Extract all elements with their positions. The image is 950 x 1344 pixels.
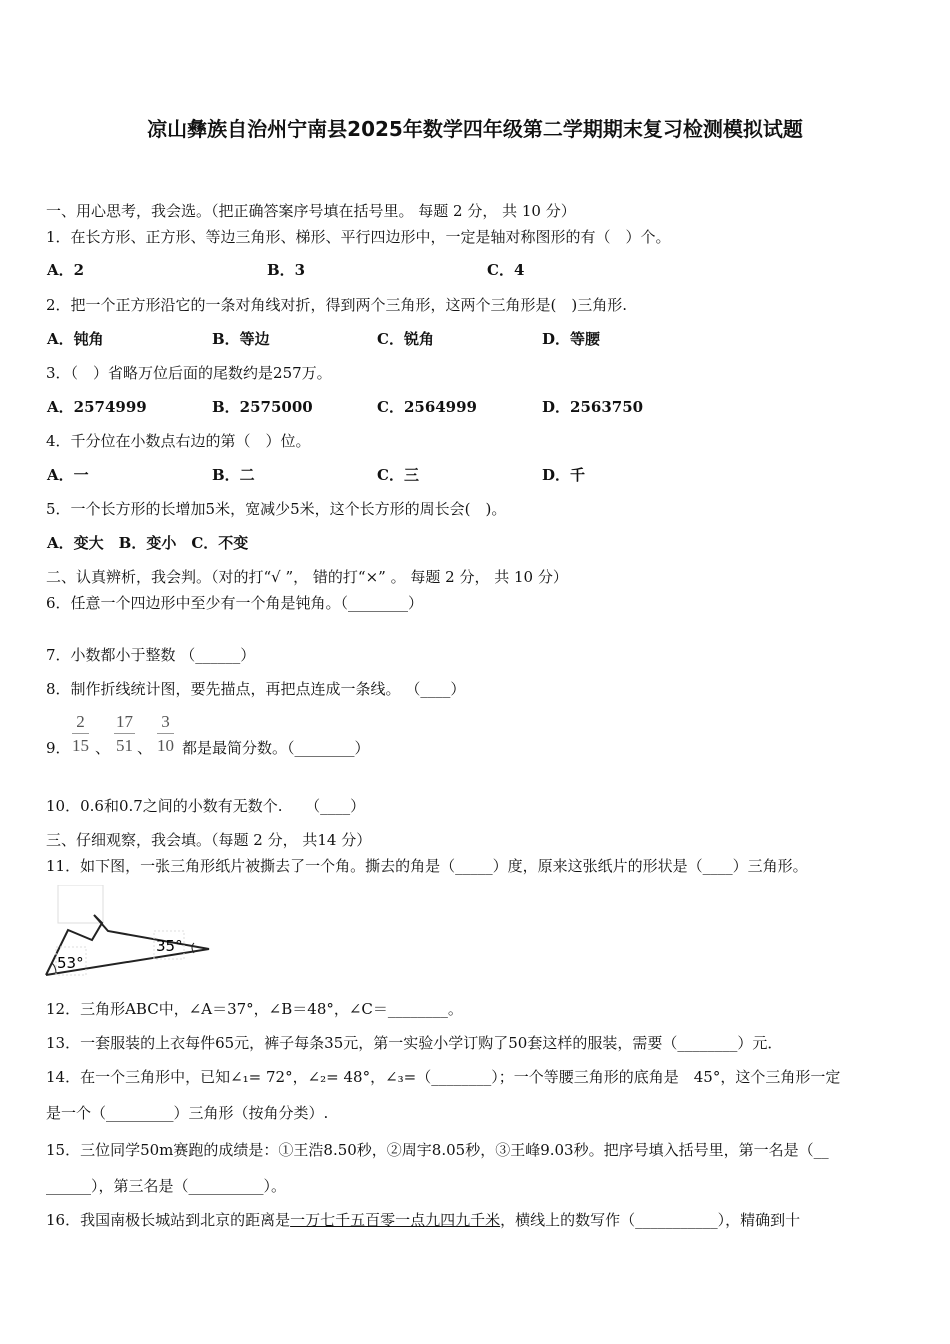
q3-option-a: A．2574999 bbox=[47, 398, 147, 416]
q3-option-d: D．2563750 bbox=[542, 398, 644, 416]
numerator: 2 bbox=[72, 711, 89, 734]
q5-options: A．变大 B．变小 C．不变 bbox=[47, 534, 249, 552]
q2-option-a: A．钝角 bbox=[47, 330, 104, 348]
question-13: 13．一套服装的上衣每件65元，裤子每条35元，第一实验小学订购了50套这样的服装，需要（________）元． bbox=[46, 1034, 783, 1052]
fraction bbox=[157, 711, 174, 758]
angle-53-label: 53° bbox=[57, 954, 84, 972]
separator: 、 bbox=[95, 739, 111, 757]
q3-option-b: B．2575000 bbox=[212, 398, 313, 416]
denominator: 15 bbox=[72, 736, 89, 755]
separator: 、 bbox=[137, 739, 153, 757]
q16-underlined-number: 一万七千五百零一点九四九千米 bbox=[290, 1211, 501, 1229]
q4-option-a: A．一 bbox=[47, 466, 89, 484]
q16-prefix: 16．我国南极长城站到北京的距离是 bbox=[46, 1211, 291, 1229]
denominator: 10 bbox=[157, 736, 174, 755]
question-4: 4．千分位在小数点右边的第（ ）位。 bbox=[46, 432, 311, 450]
question-15-line1: 15．三位同学50m赛跑的成绩是：①王浩8.50秒，②周宇8.05秒，③王峰9.03秒。把序号填入括号里，第一名是（__ bbox=[46, 1141, 829, 1159]
question-14-line1: 14．在一个三角形中，已知∠₁= 72°，∠₂= 48°，∠₃=（________）；一个等腰三角形的底角是 45°，这个三角形一定 bbox=[46, 1068, 841, 1086]
question-15-line2: ______），第三名是（__________）。 bbox=[46, 1177, 287, 1195]
question-11: 11．如下图，一张三角形纸片被撕去了一个角。撕去的角是（_____）度，原来这张纸片的形状是（____）三角形。 bbox=[46, 857, 808, 875]
q2-option-b: B．等边 bbox=[212, 330, 270, 348]
q1-option-b: B．3 bbox=[267, 261, 306, 279]
q2-option-d: D．等腰 bbox=[542, 330, 601, 348]
question-3: 3．（ ）省略万位后面的尾数约是257万。 bbox=[46, 364, 332, 382]
numerator: 3 bbox=[157, 711, 174, 734]
question-10: 10．0.6和0.7之间的小数有无数个. （____） bbox=[46, 797, 366, 815]
question-16 bbox=[46, 1211, 800, 1229]
q1-option-c: C．4 bbox=[487, 261, 525, 279]
question-5: 5．一个长方形的长增加5米，宽减少5米，这个长方形的周长会( )。 bbox=[46, 500, 507, 518]
question-6: 6．任意一个四边形中至少有一个角是钝角。（________） bbox=[46, 594, 424, 612]
question-7: 7．小数都小于整数 （______） bbox=[46, 646, 256, 664]
torn-triangle-figure bbox=[44, 885, 214, 980]
question-9-prefix: 9． bbox=[46, 739, 71, 757]
q4-option-d: D．千 bbox=[542, 466, 586, 484]
q4-option-c: C．三 bbox=[377, 466, 419, 484]
q2-option-c: C．锐角 bbox=[377, 330, 434, 348]
q3-option-c: C．2564999 bbox=[377, 398, 477, 416]
fraction bbox=[72, 711, 89, 758]
numerator: 17 bbox=[114, 711, 135, 734]
fraction bbox=[114, 711, 135, 758]
angle-35-label: 35° bbox=[156, 937, 183, 955]
section-1-heading: 一、用心思考，我会选。（把正确答案序号填在括号里。 每题 2 分， 共 10 分） bbox=[46, 202, 576, 220]
q4-option-b: B．二 bbox=[212, 466, 255, 484]
section-2-heading: 二、认真辨析，我会判。（对的打“√ ”， 错的打“×” 。 每题 2 分， 共 10 分） bbox=[46, 568, 568, 586]
denominator: 51 bbox=[116, 736, 133, 755]
q1-option-a: A．2 bbox=[47, 261, 85, 279]
question-12: 12．三角形ABC中，∠A＝37°，∠B＝48°，∠C＝________。 bbox=[46, 1000, 463, 1018]
q16-suffix: ，横线上的数写作（___________），精确到十 bbox=[500, 1211, 801, 1229]
question-2: 2．把一个正方形沿它的一条对角线对折，得到两个三角形，这两个三角形是( )三角形. bbox=[46, 296, 628, 314]
question-14-line2: 是一个（_________）三角形（按角分类）. bbox=[46, 1104, 329, 1122]
page-title: 凉山彝族自治州宁南县2025年数学四年级第二学期期末复习检测模拟试题 bbox=[147, 117, 803, 141]
question-8: 8．制作折线统计图，要先描点，再把点连成一条线。 （____） bbox=[46, 680, 466, 698]
question-1: 1．在长方形、正方形、等边三角形、梯形、平行四边形中，一定是轴对称图形的有（ ）个。 bbox=[46, 228, 671, 246]
section-3-heading: 三、仔细观察，我会填。（每题 2 分， 共14 分） bbox=[46, 831, 372, 849]
question-9-text: 都是最简分数。（________） bbox=[182, 739, 370, 757]
